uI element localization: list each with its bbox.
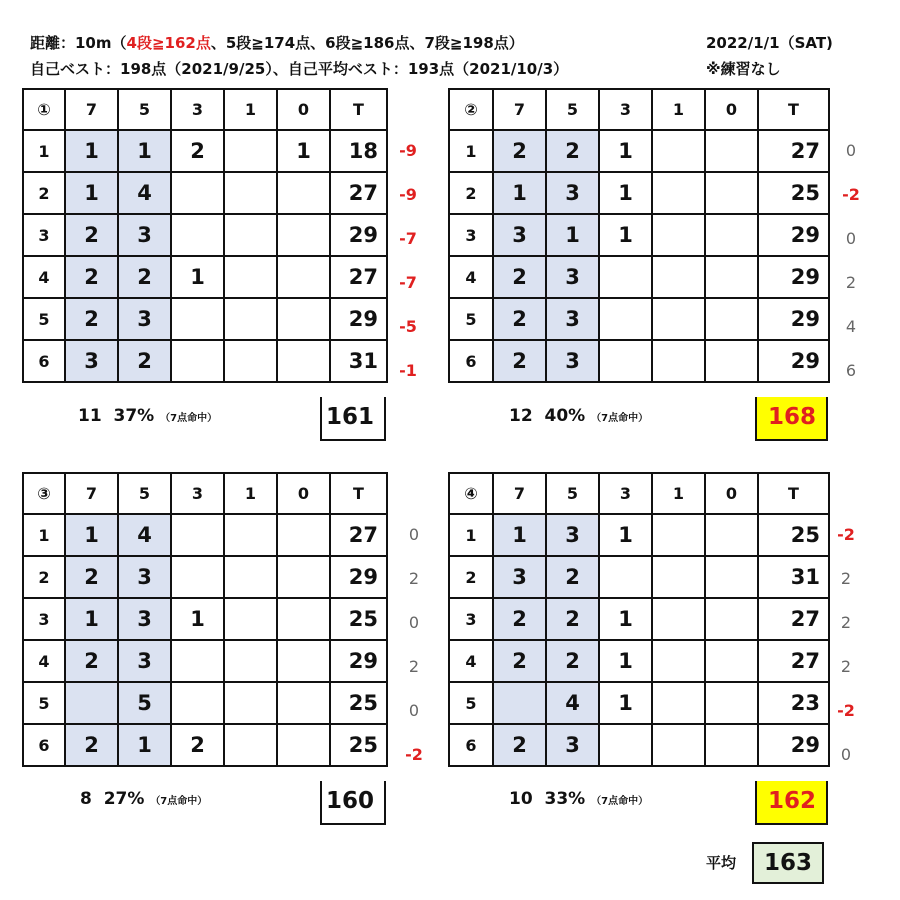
count-7: [65, 682, 118, 724]
count-1: [652, 682, 705, 724]
round3-label: ③: [23, 473, 65, 514]
average-value: 163: [752, 842, 824, 884]
end-row: [449, 214, 829, 256]
count-0: [705, 298, 758, 340]
practice-note: ※練習なし: [706, 60, 781, 78]
column-header: 0: [705, 89, 758, 130]
end-diff: -5: [399, 317, 417, 336]
column-header: 5: [118, 89, 171, 130]
end-row: [449, 130, 829, 172]
end-row: [449, 640, 829, 682]
column-header: 3: [599, 89, 652, 130]
end-diff: 2: [840, 613, 852, 632]
count-7: 1: [65, 172, 118, 214]
count-3: [599, 340, 652, 382]
count-5: 2: [118, 256, 171, 298]
end-number: 2: [449, 172, 493, 214]
end-row: [449, 598, 829, 640]
count-1: [224, 214, 277, 256]
end-number: 4: [449, 640, 493, 682]
column-header: 1: [652, 89, 705, 130]
end-diff: -9: [399, 185, 417, 204]
count-5: 2: [118, 340, 171, 382]
end-diff: 2: [840, 657, 852, 676]
distance-prefix: 距離：10m（: [30, 34, 127, 52]
column-header: 3: [599, 473, 652, 514]
end-diff: 0: [845, 141, 857, 160]
count-1: [652, 298, 705, 340]
end-total: 25: [330, 598, 387, 640]
count-7: 2: [493, 640, 546, 682]
count-5: 2: [546, 130, 599, 172]
end-diff: 2: [840, 569, 852, 588]
count-5: 3: [118, 298, 171, 340]
end-number: 6: [23, 340, 65, 382]
count-0: [705, 598, 758, 640]
count-7: 2: [493, 340, 546, 382]
end-total: 29: [330, 214, 387, 256]
round2-label: ②: [449, 89, 493, 130]
count-1: [224, 682, 277, 724]
session-date: 2022/1/1（SAT): [706, 34, 833, 52]
count-1: [652, 640, 705, 682]
count-5: 3: [546, 298, 599, 340]
count-1: [224, 256, 277, 298]
count-3: [171, 556, 224, 598]
column-header: 3: [171, 473, 224, 514]
count-1: [652, 256, 705, 298]
end-total: 25: [758, 514, 829, 556]
count-3: 1: [599, 214, 652, 256]
round2-header-row: [449, 89, 829, 130]
count-1: [224, 340, 277, 382]
end-total: 27: [330, 256, 387, 298]
column-header: 5: [118, 473, 171, 514]
end-row: [449, 298, 829, 340]
column-header: 7: [493, 89, 546, 130]
end-total: 29: [758, 724, 829, 766]
end-row: [23, 640, 387, 682]
column-header: 7: [65, 89, 118, 130]
count-7: 2: [65, 724, 118, 766]
count-3: 2: [171, 130, 224, 172]
count-1: [224, 640, 277, 682]
end-diff: 2: [408, 657, 420, 676]
count-1: [224, 298, 277, 340]
end-row: [449, 682, 829, 724]
end-row: [23, 130, 387, 172]
end-number: 1: [23, 130, 65, 172]
column-header: 3: [171, 89, 224, 130]
round2-total: 168: [755, 397, 828, 441]
distance-line: [30, 32, 524, 53]
count-0: [277, 340, 330, 382]
count-5: 2: [546, 556, 599, 598]
round-table: [22, 472, 388, 767]
round1-note: （7点命中）: [160, 413, 218, 424]
count-3: [599, 298, 652, 340]
round2-hits: 12: [509, 406, 533, 426]
count-7: 3: [65, 340, 118, 382]
count-1: [652, 556, 705, 598]
count-1: [652, 340, 705, 382]
count-3: [171, 682, 224, 724]
end-total: 29: [330, 640, 387, 682]
count-1: [652, 514, 705, 556]
count-1: [224, 724, 277, 766]
count-3: 1: [599, 640, 652, 682]
count-1: [224, 514, 277, 556]
count-7: 2: [493, 256, 546, 298]
column-header: 5: [546, 473, 599, 514]
end-diff: 2: [845, 273, 857, 292]
count-0: [705, 682, 758, 724]
count-5: 4: [118, 514, 171, 556]
end-number: 3: [23, 214, 65, 256]
end-diff: -2: [837, 701, 855, 720]
count-5: 3: [118, 556, 171, 598]
count-7: 1: [493, 172, 546, 214]
count-1: [652, 214, 705, 256]
count-5: 3: [546, 172, 599, 214]
count-7: 2: [493, 598, 546, 640]
count-5: 1: [118, 130, 171, 172]
count-0: [277, 598, 330, 640]
column-header: 1: [224, 473, 277, 514]
count-7: 3: [493, 214, 546, 256]
count-7: 2: [65, 298, 118, 340]
end-diff: 0: [845, 229, 857, 248]
count-3: 1: [599, 130, 652, 172]
count-5: 1: [118, 724, 171, 766]
end-total: 27: [330, 514, 387, 556]
end-total: 25: [758, 172, 829, 214]
count-0: [277, 724, 330, 766]
count-3: [171, 340, 224, 382]
count-0: [277, 214, 330, 256]
count-0: [277, 256, 330, 298]
end-diff: 0: [408, 613, 420, 632]
count-5: 3: [546, 514, 599, 556]
count-5: 4: [546, 682, 599, 724]
count-7: [493, 682, 546, 724]
end-number: 5: [449, 298, 493, 340]
round4-total: 162: [755, 781, 828, 825]
column-header: T: [758, 473, 829, 514]
count-0: [277, 298, 330, 340]
count-5: 1: [546, 214, 599, 256]
count-0: [705, 256, 758, 298]
round-table: [22, 88, 388, 383]
end-diff: 4: [845, 317, 857, 336]
end-number: 5: [23, 298, 65, 340]
rank-thresholds: 、5段≧174点、6段≧186点、7段≧198点）: [210, 34, 524, 52]
end-diff: -2: [405, 745, 423, 764]
end-number: 6: [449, 340, 493, 382]
rank4-threshold: 4段≧162点: [126, 34, 211, 52]
count-3: [599, 556, 652, 598]
end-row: [23, 172, 387, 214]
count-0: [277, 682, 330, 724]
count-5: 5: [118, 682, 171, 724]
end-row: [23, 598, 387, 640]
count-1: [652, 598, 705, 640]
count-1: [224, 598, 277, 640]
end-row: [23, 214, 387, 256]
end-number: 4: [449, 256, 493, 298]
round3-note: （7点命中）: [150, 796, 208, 807]
count-0: [705, 640, 758, 682]
count-3: 1: [599, 598, 652, 640]
end-row: [23, 556, 387, 598]
count-0: [277, 172, 330, 214]
count-0: 1: [277, 130, 330, 172]
count-7: 1: [65, 514, 118, 556]
count-5: 3: [118, 214, 171, 256]
count-5: 3: [546, 340, 599, 382]
count-5: 3: [546, 724, 599, 766]
column-header: 0: [277, 89, 330, 130]
end-diff: 2: [408, 569, 420, 588]
count-0: [705, 130, 758, 172]
count-7: 2: [493, 130, 546, 172]
end-total: 29: [758, 256, 829, 298]
end-number: 6: [23, 724, 65, 766]
end-number: 6: [449, 724, 493, 766]
end-total: 27: [330, 172, 387, 214]
count-0: [705, 514, 758, 556]
count-7: 1: [65, 130, 118, 172]
count-5: 2: [546, 640, 599, 682]
round1-label: ①: [23, 89, 65, 130]
round2-summary: [509, 406, 648, 426]
end-number: 2: [23, 556, 65, 598]
end-number: 3: [449, 598, 493, 640]
count-0: [705, 172, 758, 214]
end-number: 4: [23, 256, 65, 298]
end-total: 25: [330, 724, 387, 766]
count-3: [171, 298, 224, 340]
end-row: [23, 682, 387, 724]
count-3: [171, 214, 224, 256]
end-row: [23, 724, 387, 766]
round3-total: 160: [320, 781, 386, 825]
count-7: 1: [493, 514, 546, 556]
count-7: 2: [493, 298, 546, 340]
end-diff: -2: [837, 525, 855, 544]
count-5: 3: [118, 598, 171, 640]
count-0: [277, 556, 330, 598]
end-number: 1: [449, 130, 493, 172]
end-number: 1: [23, 514, 65, 556]
end-total: 29: [758, 298, 829, 340]
column-header: T: [330, 89, 387, 130]
round3-header-row: [23, 473, 387, 514]
end-total: 29: [330, 556, 387, 598]
round1-summary: [78, 406, 217, 426]
end-row: [449, 556, 829, 598]
round1-hits: 11: [78, 406, 102, 426]
end-diff: -9: [399, 141, 417, 160]
column-header: 1: [652, 473, 705, 514]
end-row: [449, 340, 829, 382]
count-5: 3: [546, 256, 599, 298]
count-1: [224, 130, 277, 172]
count-0: [277, 640, 330, 682]
count-3: 1: [171, 598, 224, 640]
count-0: [705, 214, 758, 256]
end-number: 5: [23, 682, 65, 724]
end-total: 31: [758, 556, 829, 598]
count-7: 3: [493, 556, 546, 598]
count-5: 2: [546, 598, 599, 640]
count-1: [652, 130, 705, 172]
column-header: 1: [224, 89, 277, 130]
end-diff: 6: [845, 361, 857, 380]
end-number: 1: [449, 514, 493, 556]
end-total: 27: [758, 640, 829, 682]
count-3: [171, 172, 224, 214]
end-total: 23: [758, 682, 829, 724]
count-3: 1: [599, 172, 652, 214]
count-7: 2: [493, 724, 546, 766]
end-number: 5: [449, 682, 493, 724]
count-0: [705, 556, 758, 598]
end-diff: -2: [842, 185, 860, 204]
count-1: [652, 172, 705, 214]
count-0: [277, 514, 330, 556]
round2-note: （7点命中）: [591, 413, 649, 424]
round1-pct: 37%: [113, 406, 155, 426]
count-3: [599, 256, 652, 298]
round-table: [448, 88, 830, 383]
column-header: T: [758, 89, 829, 130]
end-diff: -7: [399, 229, 417, 248]
round3-hits: 8: [80, 789, 92, 809]
round4-note: （7点命中）: [591, 796, 649, 807]
count-5: 3: [118, 640, 171, 682]
count-3: 1: [171, 256, 224, 298]
column-header: 0: [705, 473, 758, 514]
end-row: [449, 172, 829, 214]
column-header: T: [330, 473, 387, 514]
end-diff: 0: [408, 525, 420, 544]
end-number: 4: [23, 640, 65, 682]
round4-summary: [509, 789, 648, 809]
end-number: 3: [449, 214, 493, 256]
end-total: 29: [758, 340, 829, 382]
end-total: 29: [758, 214, 829, 256]
end-row: [449, 256, 829, 298]
count-3: 1: [599, 682, 652, 724]
count-3: [171, 640, 224, 682]
column-header: 5: [546, 89, 599, 130]
end-row: [449, 724, 829, 766]
round1-header-row: [23, 89, 387, 130]
end-total: 27: [758, 598, 829, 640]
count-7: 2: [65, 640, 118, 682]
end-number: 2: [449, 556, 493, 598]
end-total: 27: [758, 130, 829, 172]
end-total: 18: [330, 130, 387, 172]
count-7: 1: [65, 598, 118, 640]
count-3: 1: [599, 514, 652, 556]
average-label: 平均: [706, 854, 737, 872]
column-header: 7: [65, 473, 118, 514]
end-total: 31: [330, 340, 387, 382]
count-1: [224, 556, 277, 598]
count-5: 4: [118, 172, 171, 214]
count-3: 2: [171, 724, 224, 766]
count-1: [224, 172, 277, 214]
end-row: [23, 514, 387, 556]
end-total: 25: [330, 682, 387, 724]
column-header: 0: [277, 473, 330, 514]
round1-total: 161: [320, 397, 386, 441]
round4-pct: 33%: [544, 789, 586, 809]
end-row: [449, 514, 829, 556]
end-total: 29: [330, 298, 387, 340]
round4-header-row: [449, 473, 829, 514]
end-row: [23, 298, 387, 340]
round4-label: ④: [449, 473, 493, 514]
end-diff: -1: [399, 361, 417, 380]
round-table: [448, 472, 830, 767]
personal-best-line: 自己ベスト：198点（2021/9/25）、自己平均ベスト：193点（2021/10/3）: [30, 60, 569, 78]
count-0: [705, 724, 758, 766]
end-row: [23, 340, 387, 382]
end-diff: 0: [840, 745, 852, 764]
count-3: [171, 514, 224, 556]
count-7: 2: [65, 214, 118, 256]
end-number: 3: [23, 598, 65, 640]
count-0: [705, 340, 758, 382]
end-diff: 0: [408, 701, 420, 720]
end-row: [23, 256, 387, 298]
count-7: 2: [65, 556, 118, 598]
end-number: 2: [23, 172, 65, 214]
count-7: 2: [65, 256, 118, 298]
round2-pct: 40%: [544, 406, 586, 426]
count-1: [652, 724, 705, 766]
round3-summary: [80, 789, 207, 809]
round3-pct: 27%: [103, 789, 145, 809]
count-3: [599, 724, 652, 766]
round4-hits: 10: [509, 789, 533, 809]
end-diff: -7: [399, 273, 417, 292]
column-header: 7: [493, 473, 546, 514]
